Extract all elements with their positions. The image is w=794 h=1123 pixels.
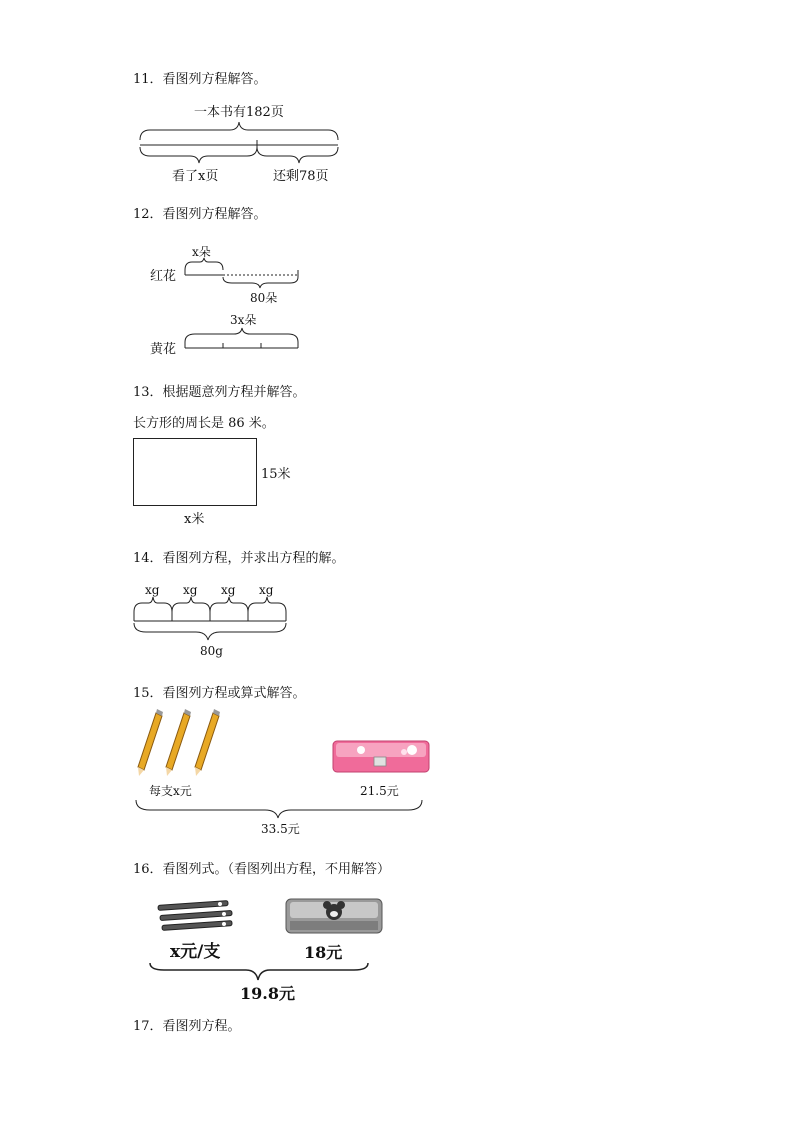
q16-pens-label: x元/支: [170, 942, 221, 962]
q15-title: 15．看图列方程或算式解答。: [133, 686, 306, 701]
q13-title: 13．根据题意列方程并解答。: [133, 385, 306, 400]
q11-total-label: 一本书有182页: [194, 105, 284, 120]
q16-total-label: 19.8元: [240, 984, 295, 1003]
q14-title: 14．看图列方程，并求出方程的解。: [133, 551, 345, 566]
q13-text: 长方形的周长是 86 米。: [133, 416, 275, 431]
q15-pencil-label: 每支x元: [149, 784, 192, 798]
q12-red-x-label: x朵: [192, 245, 211, 259]
q11-left-label: 看了x页: [172, 169, 219, 184]
q11-title: 11．看图列方程解答。: [133, 72, 267, 87]
q12-red-label: 红花: [150, 269, 177, 284]
q17-title: 17．看图列方程。: [133, 1019, 241, 1034]
q12-title: 12．看图列方程解答。: [133, 207, 267, 222]
q12-yellow-total-label: 3x朵: [230, 313, 257, 327]
q15-total-label: 33.5元: [261, 822, 300, 836]
q11-right-label: 还剩78页: [273, 169, 329, 184]
q12-yellow-label: 黄花: [150, 342, 177, 357]
q14-total-label: 80g: [200, 644, 223, 658]
q14-part-4: xg: [259, 583, 274, 597]
q14-part-3: xg: [221, 583, 236, 597]
q16-title: 16．看图列式。（看图列出方程，不用解答）: [133, 862, 391, 877]
q14-part-2: xg: [183, 583, 198, 597]
q15-box-label: 21.5元: [360, 784, 399, 798]
q12-red-80-label: 80朵: [250, 291, 278, 305]
q13-side-label: 15米: [261, 467, 291, 482]
q16-box-label: 18元: [304, 943, 343, 962]
q14-part-1: xg: [145, 583, 160, 597]
q13-bottom-label: x米: [184, 512, 205, 527]
